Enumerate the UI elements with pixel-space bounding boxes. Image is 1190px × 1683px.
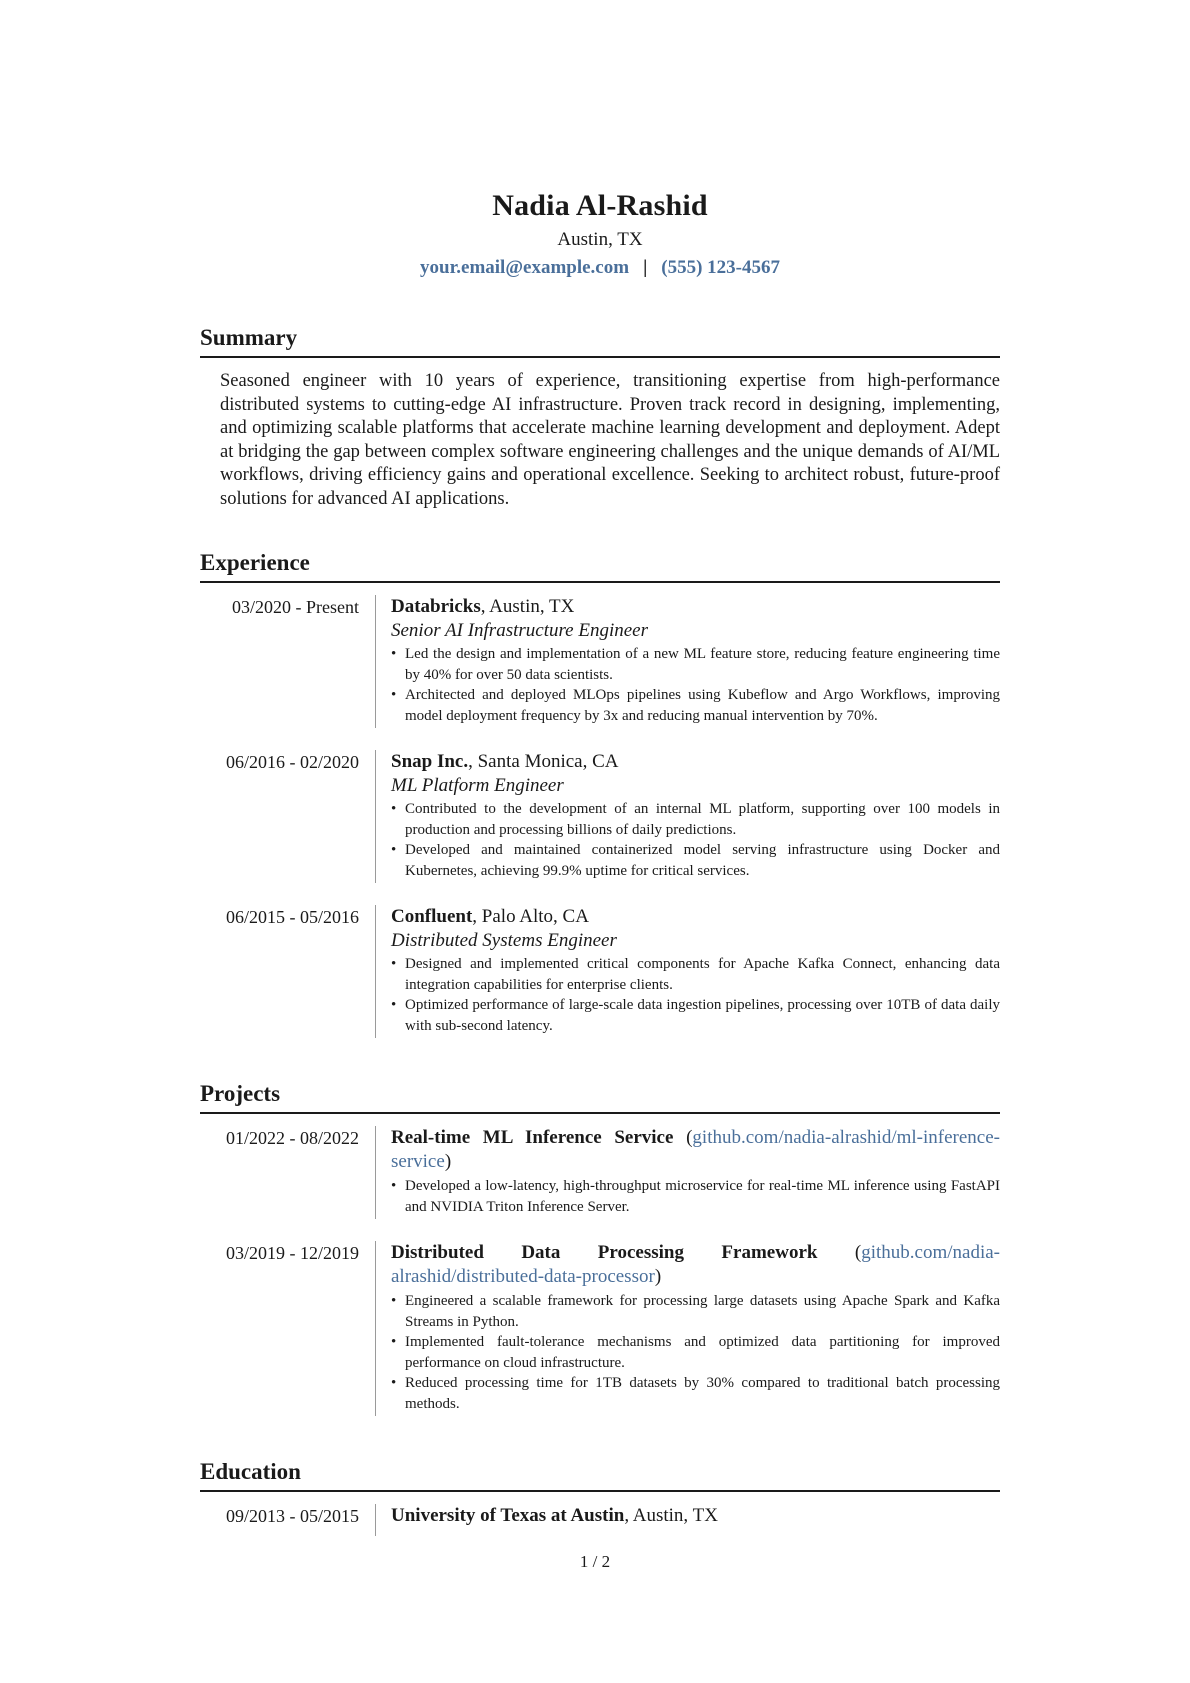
entry-date: 01/2022 - 08/2022: [226, 1128, 359, 1148]
entry-date: 03/2019 - 12/2019: [226, 1243, 359, 1263]
company-location: , Austin, TX: [480, 596, 575, 617]
entry-date: 09/2013 - 05/2015: [226, 1506, 359, 1526]
email-link[interactable]: your.email@example.com: [420, 257, 630, 278]
bullet-item: • Engineered a scalable framework for processing large datasets using Apache Spark and Kafka Streams in Python.: [391, 1291, 1000, 1332]
bullet-item: • Implemented fault-tolerance mechanisms and optimized data partitioning for improved performance on cloud infrastructure.: [391, 1332, 1000, 1373]
experience-section: [200, 549, 1000, 1038]
company-location: , Santa Monica, CA: [468, 751, 619, 772]
section-title: Experience: [200, 549, 1000, 583]
bullet-item: • Developed a low-latency, high-throughput microservice for real-time ML inference using FastAPI and NVIDIA Triton Inference Server.: [391, 1176, 1000, 1217]
bullet-list: [391, 1176, 1000, 1217]
resume-page: [200, 0, 1000, 1536]
bullet-list: [391, 799, 1000, 881]
experience-entry: [200, 905, 1000, 1038]
school-location: , Austin, TX: [624, 1505, 718, 1526]
entry-body: [375, 1241, 1000, 1416]
page-number: 1 / 2: [579, 1552, 611, 1571]
entry-heading: [391, 1504, 1000, 1528]
entry-body: [375, 905, 1000, 1038]
contact-separator: |: [643, 257, 648, 278]
summary-section: [200, 324, 1000, 511]
project-name: Real-time ML Inference Service: [391, 1127, 674, 1148]
project-entry: [200, 1126, 1000, 1219]
company-name: Snap Inc.: [391, 751, 469, 772]
bullet-list: [391, 1291, 1000, 1414]
company-name: Confluent: [391, 906, 473, 927]
experience-entry: [200, 750, 1000, 883]
contact-line: [200, 256, 1000, 280]
entry-date: 06/2015 - 05/2016: [226, 907, 359, 927]
entry-date: 03/2020 - Present: [232, 597, 359, 617]
entry-body: [375, 595, 1000, 728]
job-title: ML Platform Engineer: [391, 775, 564, 796]
project-link[interactable]: github.com/nadia-alrashid/ml-inference-service: [391, 1127, 1000, 1172]
experience-entry: [200, 595, 1000, 728]
projects-section: [200, 1080, 1000, 1416]
section-title: Projects: [200, 1080, 1000, 1114]
bullet-item: • Designed and implemented critical components for Apache Kafka Connect, enhancing data integration capabilities for enterprise clients.: [391, 954, 1000, 995]
project-entry: [200, 1241, 1000, 1416]
education-section: [200, 1458, 1000, 1536]
entry-heading: Real-time ML Inference Service (github.com/nadia-alrashid/ml-inference-service): [391, 1127, 1000, 1172]
summary-text: Seasoned engineer with 10 years of experience, transitioning expertise from high-performance distributed systems to cutting-edge AI infrastructure. Proven track record in designing, implementing, and optimizing scalable platforms that accelerate machine learning development and deployment. Adept at bridging the gap between complex software engineering challenges and the unique demands of AI/ML workflows, driving efficiency gains and operational excellence. Seeking to architect robust, future-proof solutions for advanced AI applications.: [220, 371, 1000, 509]
section-title: Summary: [200, 324, 1000, 358]
entry-heading: Distributed Data Processing Framework (github.com/nadia-alrashid/distributed-data-processor): [391, 1242, 1000, 1287]
bullet-list: [391, 644, 1000, 726]
candidate-name: Nadia Al-Rashid: [492, 189, 708, 222]
entry-body: [375, 750, 1000, 883]
resume-header: [200, 0, 1000, 280]
entry-heading: [391, 750, 1000, 774]
candidate-location: Austin, TX: [557, 229, 643, 250]
education-entry: [200, 1504, 1000, 1536]
school-name: University of Texas at Austin: [391, 1505, 625, 1526]
project-link[interactable]: github.com/nadia-alrashid/distributed-data-processor: [391, 1242, 1000, 1287]
entry-heading: [391, 905, 1000, 929]
bullet-item: • Contributed to the development of an internal ML platform, supporting over 100 models in production and processing billions of daily predictions.: [391, 799, 1000, 840]
section-title: Education: [200, 1458, 1000, 1492]
project-name: Distributed Data Processing Framework: [391, 1242, 818, 1263]
bullet-list: [391, 954, 1000, 1036]
bullet-item: • Optimized performance of large-scale data ingestion pipelines, processing over 10TB of data daily with sub-second latency.: [391, 995, 1000, 1036]
bullet-item: • Developed and maintained containerized model serving infrastructure using Docker and Kubernetes, achieving 99.9% uptime for critical services.: [391, 840, 1000, 881]
entry-heading: [391, 595, 1000, 619]
job-title: Senior AI Infrastructure Engineer: [391, 620, 648, 641]
entry-body: [375, 1126, 1000, 1219]
company-name: Databricks: [391, 596, 481, 617]
entry-body: [375, 1504, 1000, 1536]
company-location: , Palo Alto, CA: [472, 906, 589, 927]
entry-date: 06/2016 - 02/2020: [226, 752, 359, 772]
bullet-item: • Led the design and implementation of a new ML feature store, reducing feature engineering time by 40% for over 50 data scientists.: [391, 644, 1000, 685]
bullet-item: • Architected and deployed MLOps pipelines using Kubeflow and Argo Workflows, improving model deployment frequency by 3x and reducing manual intervention by 70%.: [391, 685, 1000, 726]
bullet-item: • Reduced processing time for 1TB datasets by 30% compared to traditional batch processing methods.: [391, 1373, 1000, 1414]
phone-link[interactable]: (555) 123-4567: [661, 257, 780, 278]
job-title: Distributed Systems Engineer: [391, 930, 617, 951]
